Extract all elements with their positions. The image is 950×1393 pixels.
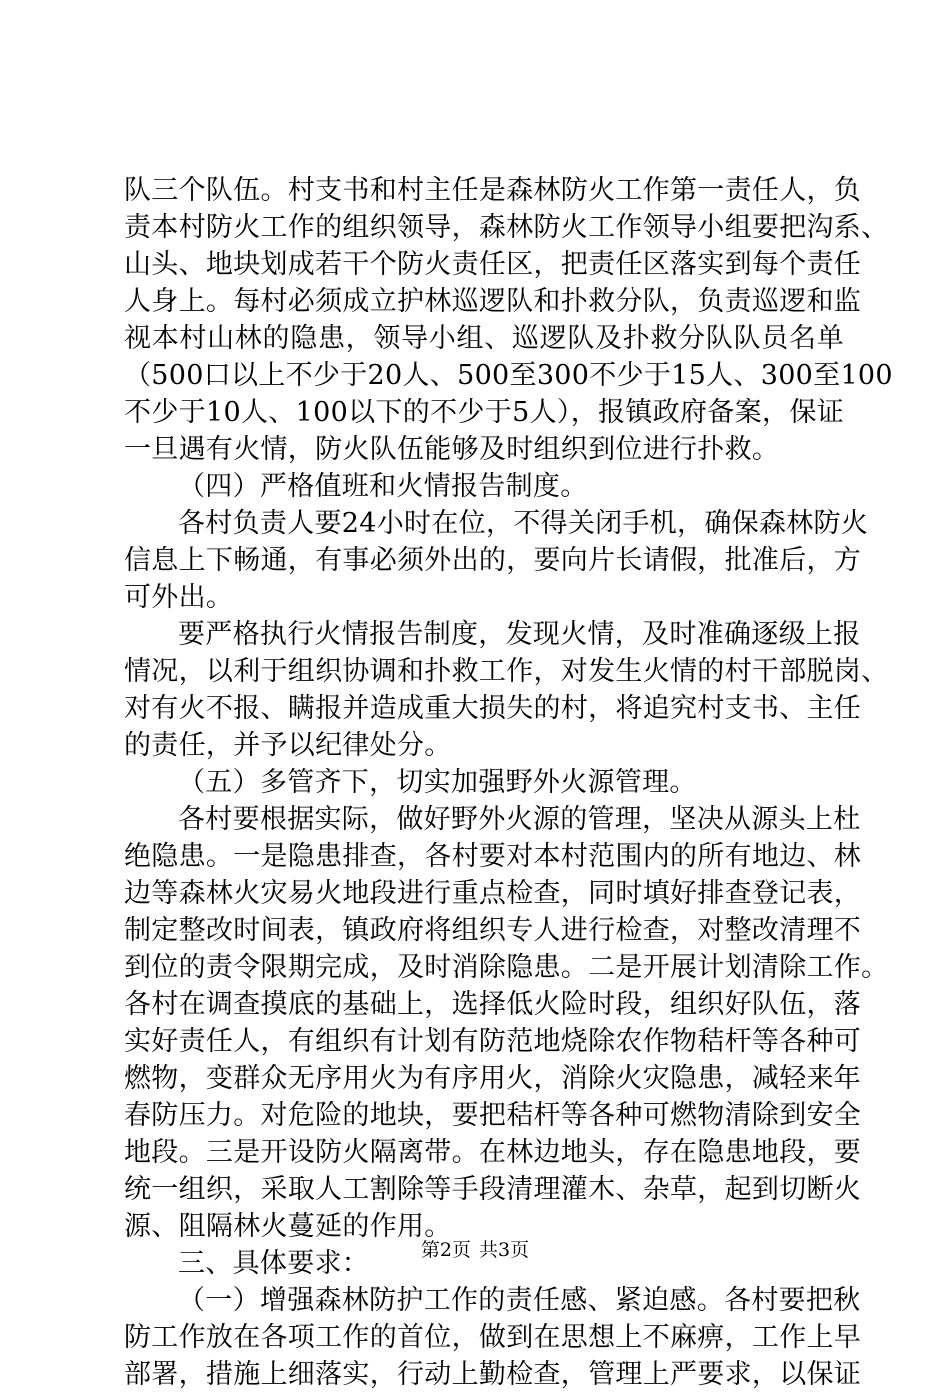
text-line: 源、阻隔林火蔓延的作用。: [124, 1211, 452, 1242]
text-line: 一旦遇有火情，防火队伍能够及时组织到位进行扑救。: [124, 434, 780, 465]
text-line: 各村负责人要24小时在位，不得关闭手机，确保森林防火: [178, 508, 869, 539]
text-line: 要严格执行火情报告制度，发现火情，及时准确逐级上报: [178, 619, 861, 650]
text-line: 山头、地块划成若干个防火责任区，把责任区落实到每个责任: [124, 249, 862, 280]
text-line: 不少于10人、100以下的不少于5人），报镇政府备案，保证: [124, 397, 844, 428]
text-line: 制定整改时间表，镇政府将组织专人进行检查，对整改清理不: [124, 915, 862, 946]
text-line: 各村要根据实际，做好野外火源的管理，坚决从源头上杜: [178, 804, 861, 835]
text-line: 责本村防火工作的组织领导，森林防火工作领导小组要把沟系、: [124, 212, 889, 243]
section-heading: （四）严格值班和火情报告制度。: [178, 471, 588, 502]
section-heading: （五）多管齐下，切实加强野外火源管理。: [178, 767, 697, 798]
text-line: 边等森林火灾易火地段进行重点检查，同时填好排查登记表，: [124, 878, 862, 909]
page-number: 第2页: [420, 1239, 471, 1261]
text-line: 各村在调查摸底的基础上，选择低火险时段，组织好队伍，落: [124, 989, 862, 1020]
text-line: 队三个队伍。村支书和村主任是森林防火工作第一责任人，负: [124, 175, 862, 206]
page-total: 共3页: [479, 1239, 530, 1261]
text-line: 地段。三是开设防火隔离带。在林边地头，存在隐患地段，要: [124, 1137, 862, 1168]
text-line: 情况，以利于组织协调和扑救工作，对发生火情的村干部脱岗、: [124, 656, 889, 687]
text-line: 统一组织，采取人工割除等手段清理灌木、杂草，起到切断火: [124, 1174, 862, 1205]
text-line: 实好责任人，有组织有计划有防范地烧除农作物秸杆等各种可: [124, 1026, 862, 1057]
text-line: （500口以上不少于20人、500至300不少于15人、300至100: [124, 360, 893, 391]
text-line: 的责任，并予以纪律处分。: [124, 730, 452, 761]
page-footer: [0, 1238, 950, 1262]
text-line: 人身上。每村必须成立护林巡逻队和扑救分队，负责巡逻和监: [124, 286, 862, 317]
text-line: 部署，措施上细落实，行动上勤检查，管理上严要求，以保证: [124, 1359, 862, 1390]
text-line: 可外出。: [124, 582, 234, 613]
text-line: 绝隐患。一是隐患排查，各村要对本村范围内的所有地边、林: [124, 841, 862, 872]
text-line: 春防压力。对危险的地块，要把秸杆等各种可燃物清除到安全: [124, 1100, 862, 1131]
section-heading: 三、具体要求：: [178, 1248, 370, 1279]
text-line: 防工作放在各项工作的首位，做到在思想上不麻痹，工作上早: [124, 1322, 862, 1353]
text-line: 燃物，变群众无序用火为有序用火，消除火灾隐患，减轻来年: [124, 1063, 862, 1094]
text-line: 视本村山林的隐患，领导小组、巡逻队及扑救分队队员名单: [124, 323, 844, 354]
text-line: 到位的责令限期完成，及时消除隐患。二是开展计划清除工作。: [124, 952, 889, 983]
text-line: 对有火不报、瞒报并造成重大损失的村，将追究村支书、主任: [124, 693, 862, 724]
text-line: （一）增强森林防护工作的责任感、紧迫感。各村要把秋: [178, 1285, 861, 1316]
document-body: [124, 172, 893, 1393]
text-line: 信息上下畅通，有事必须外出的，要向片长请假，批准后，方: [124, 545, 862, 576]
